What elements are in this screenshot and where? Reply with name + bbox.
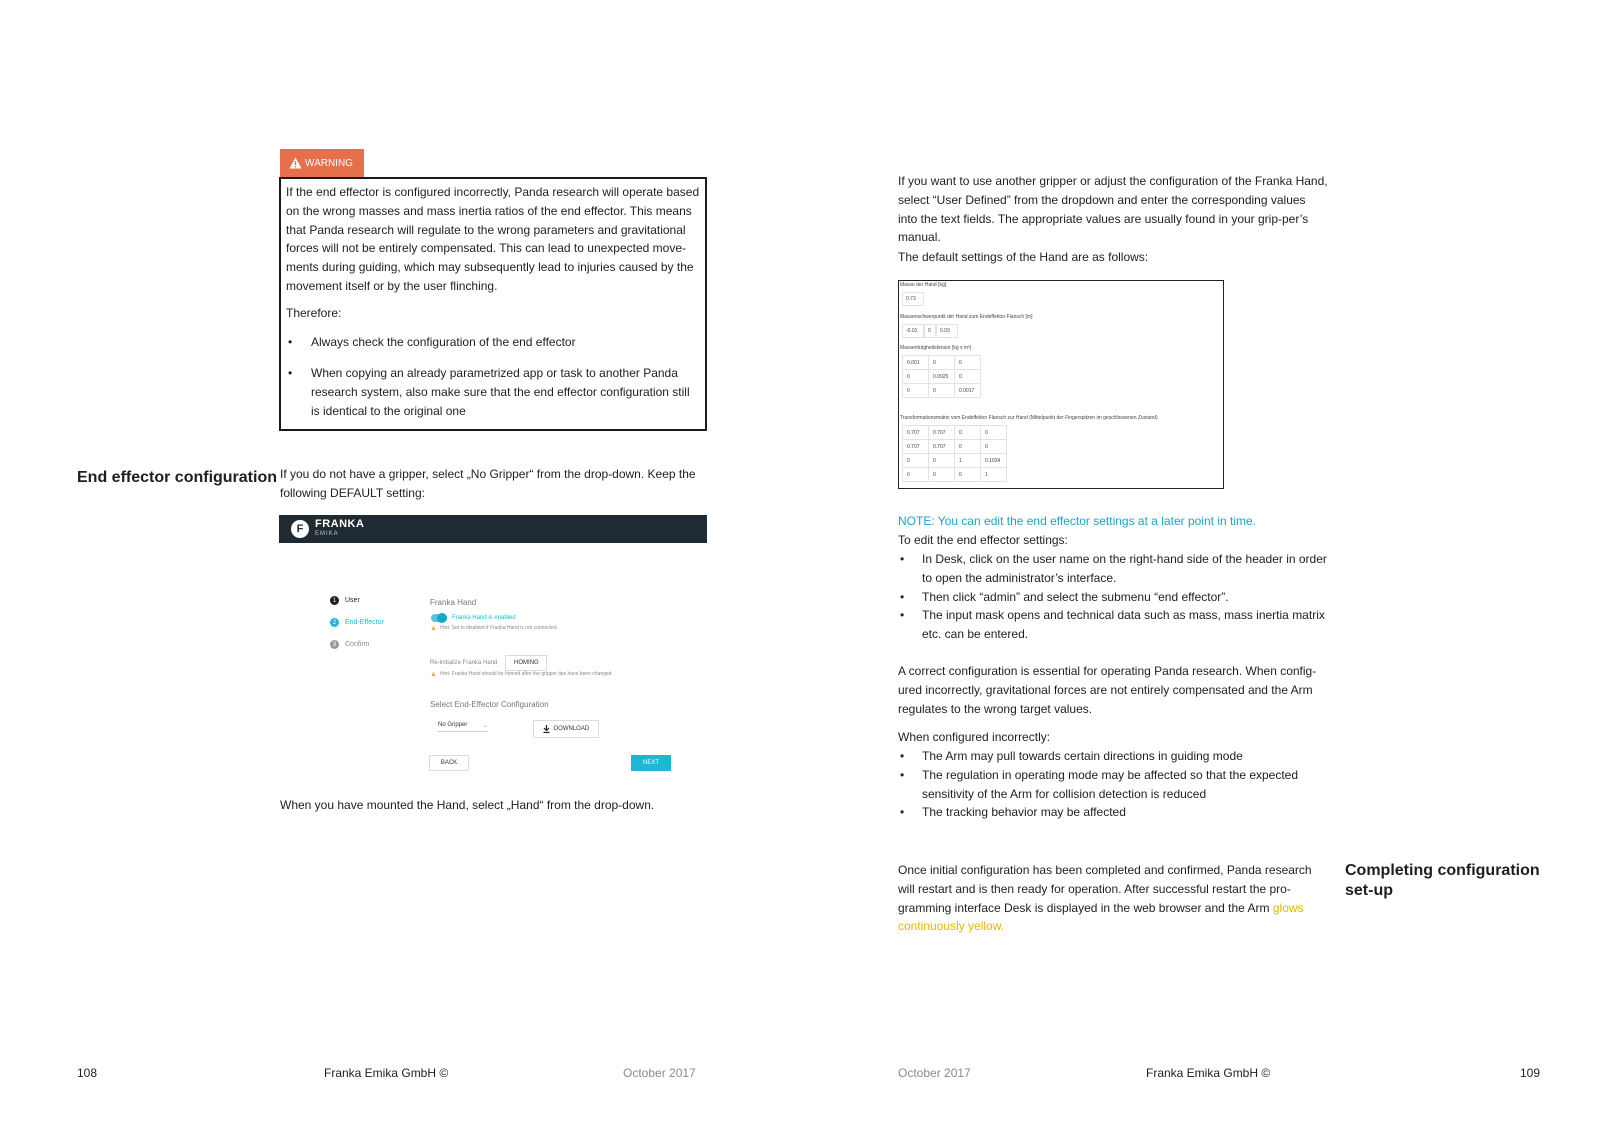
edit-bullet: • In Desk, click on the user name on the right-hand side of the header in order to open the administrator’s interface. [898,550,1333,588]
table-row [903,440,1007,454]
back-button[interactable]: BACK [429,755,469,771]
matrix-cell[interactable]: 0 [929,384,955,398]
hint-homing-row [430,671,613,678]
matrix-cell[interactable]: 0 [903,468,929,482]
step-end-effector[interactable] [330,618,384,627]
table-row [903,426,1007,440]
matrix-cell[interactable]: 0 [955,468,981,482]
intro-no-gripper: If you do not have a gripper, select „No Gripper“ from the drop-down. Keep the following DEFAULT setting: [280,467,696,500]
inertia-table [902,355,981,398]
table-row [903,468,1007,482]
matrix-cell[interactable]: 0 [929,454,955,468]
matrix-cell[interactable]: 0 [955,440,981,454]
inertia-label: Massenträgheitstensor [kg x m²] [900,345,972,351]
user-defined-intro: If you want to use another gripper or adjust the configuration of the Franka Hand, select “User Defined” from the dropdown and enter the corresponding values into the text fields. The appropriate values are usually found in your grip-per’s manual. [898,174,1328,245]
completing-paragraph [898,861,1328,936]
transform-table [902,425,1007,482]
matrix-cell[interactable]: 0 [903,384,929,398]
matrix-cell[interactable]: 0.707 [929,426,955,440]
step-label: Confirm [345,641,370,648]
select-config-title: Select End-Effector Configuration [430,700,549,709]
warning-bullet: • When copying an already parametrized app or task to another Panda research system, also make sure that the end effector configuration still is identical to the original one [286,364,700,420]
app-logo [315,519,364,539]
com-x-field[interactable]: -0.01 [902,324,924,338]
reinit-row [430,655,547,671]
next-button[interactable]: NEXT [631,755,671,771]
defaults-label: The default settings of the Hand are as follows: [898,250,1149,264]
app-logo-subtitle: EMIKA [315,531,339,537]
incorrect-bullet: • The tracking behavior may be affected [898,803,1328,822]
hint-homing-text: Hint: Franka Hand should be homed after the gripper tips have been changed. [439,671,613,677]
com-z-field[interactable]: 0.03 [936,324,958,338]
warning-icon [289,157,302,169]
warning-badge-label: WARNING [305,157,353,169]
glow-yellow-text: glows continuously yellow. [898,900,1304,934]
step-label: End-Effector [345,619,384,626]
footer-date-left: October 2017 [623,1066,696,1080]
completing-text: Once initial configuration has been completed and confirmed, Panda research will restart and is then ready for operation. After successful restart the pro-gramming interface Desk is displayed in the web browser and the Arm [898,863,1312,915]
matrix-cell[interactable]: 0 [929,356,955,370]
mass-field[interactable]: 0.73 [902,292,924,306]
download-icon [543,725,550,733]
footer-company-left: Franka Emika GmbH © [324,1066,449,1080]
download-button-label: DOWNLOAD [553,726,590,732]
warning-paragraph: If the end effector is configured incorrectly, Panda research will operate based on the wrong masses and mass inertia ratios of the end effector. This means that Panda research will regulate to the wrong parameters and gravitational forces will not be entirely compensated. This can lead to unexpected move-ments during guiding, which may subsequently lead to injuries caused by the movement itself or by the user flinching. [286,185,700,293]
gripper-dropdown-value: No Gripper [438,722,468,728]
matrix-cell[interactable]: 1 [981,468,1007,482]
section-heading-completing: Completing configuration set-up [1345,862,1540,899]
matrix-cell[interactable]: 0.707 [903,426,929,440]
correct-config-paragraph: A correct configuration is essential for operating Panda research. When config-ured incorrectly, gravitational forces are not entirely compensated and the Arm regulates to the wrong target values. [898,664,1317,716]
matrix-cell[interactable]: 0 [903,454,929,468]
warning-therefore: Therefore: [286,305,342,320]
setup-steps [330,596,384,649]
gripper-dropdown[interactable] [438,722,488,732]
footer-company-right: Franka Emika GmbH © [1146,1066,1271,1080]
matrix-cell[interactable]: 0 [955,356,981,370]
mounted-hand-text: When you have mounted the Hand, select „Hand“ from the drop-down. [280,798,655,812]
warning-bullet-list [286,333,700,421]
matrix-cell[interactable]: 0 [955,426,981,440]
table-row [903,370,981,384]
edit-intro: To edit the end effector settings: [898,533,1068,547]
warning-box [279,177,707,431]
step-confirm[interactable] [330,640,384,649]
step-user[interactable] [330,596,384,605]
table-row [903,356,981,370]
app-logo-title: FRANKA [315,518,365,530]
page-number-right: 109 [1520,1066,1541,1080]
com-y-field[interactable]: 0 [924,324,936,338]
hint-warning-icon: ▲ [430,625,437,632]
matrix-cell[interactable]: 0.707 [903,440,929,454]
page-number-left: 108 [77,1066,98,1080]
app-header [279,515,707,543]
hand-config-figure [898,280,1224,489]
matrix-cell[interactable]: 0.707 [929,440,955,454]
warning-badge [280,149,364,177]
hint-disabled-row [430,625,558,632]
chevron-down-icon: ⌄ [482,723,488,729]
edit-bullet-list [898,550,1333,644]
matrix-cell[interactable]: 0 [955,370,981,384]
step-number: 1 [330,596,339,605]
step-label: User [345,597,360,604]
matrix-cell[interactable]: 0 [903,370,929,384]
homing-button[interactable]: HOMING [505,655,547,671]
matrix-cell[interactable]: 0.001 [903,356,929,370]
matrix-cell[interactable]: 0.1034 [981,454,1007,468]
incorrect-bullet: • The regulation in operating mode may be affected so that the expected sensitivity of the Arm for collision detection is reduced [898,766,1328,804]
hand-enabled-label: Franka Hand is enabled [452,615,516,621]
incorrect-bullet: • The Arm may pull towards certain directions in guiding mode [898,747,1328,766]
hand-enabled-row [431,614,516,622]
matrix-cell[interactable]: 0.0017 [955,384,981,398]
download-button[interactable] [533,720,599,738]
hand-enabled-toggle[interactable] [431,614,447,622]
table-row [903,384,981,398]
step-number: 2 [330,618,339,627]
edit-bullet: • Then click “admin” and select the submenu “end effector”. [898,588,1333,607]
mass-label: Masse der Hand [kg] [900,282,947,288]
com-fields [902,324,958,338]
note-edit-later: NOTE: You can edit the end effector settings at a later point in time. [898,514,1256,528]
warning-bullet: • Always check the configuration of the end effector [286,333,700,352]
hint-disabled-text: Hint: Set to disabled if Franka Hand is not connected. [439,625,559,631]
edit-bullet: • The input mask opens and technical data such as mass, mass inertia matrix etc. can be entered. [898,606,1333,644]
incorrect-bullet-list [898,747,1328,822]
incorrect-intro: When configured incorrectly: [898,730,1051,744]
reinit-label: Re-initialize Franka Hand [430,660,498,666]
matrix-cell[interactable]: 0 [981,426,1007,440]
hint-warning-icon: ▲ [430,671,437,678]
section-heading-end-effector: End effector configuration [77,469,277,486]
step-number: 3 [330,640,339,649]
footer-date-right: October 2017 [898,1066,971,1080]
transform-label: Transformationsmatrix vom Endeffektor Flansch zur Hand (Mittelpunkt der Fingerspitzen im geschlossenen Zustand) [900,415,1158,421]
franka-hand-title: Franka Hand [430,598,477,607]
table-row [903,454,1007,468]
matrix-cell[interactable]: 1 [955,454,981,468]
com-label: Massenschwerpunkt der Hand zum Endeffektor Flansch [m] [900,314,1033,320]
matrix-cell[interactable]: 0.0025 [929,370,955,384]
matrix-cell[interactable]: 0 [981,440,1007,454]
matrix-cell[interactable]: 0 [929,468,955,482]
franka-logo-icon: F [291,520,309,538]
